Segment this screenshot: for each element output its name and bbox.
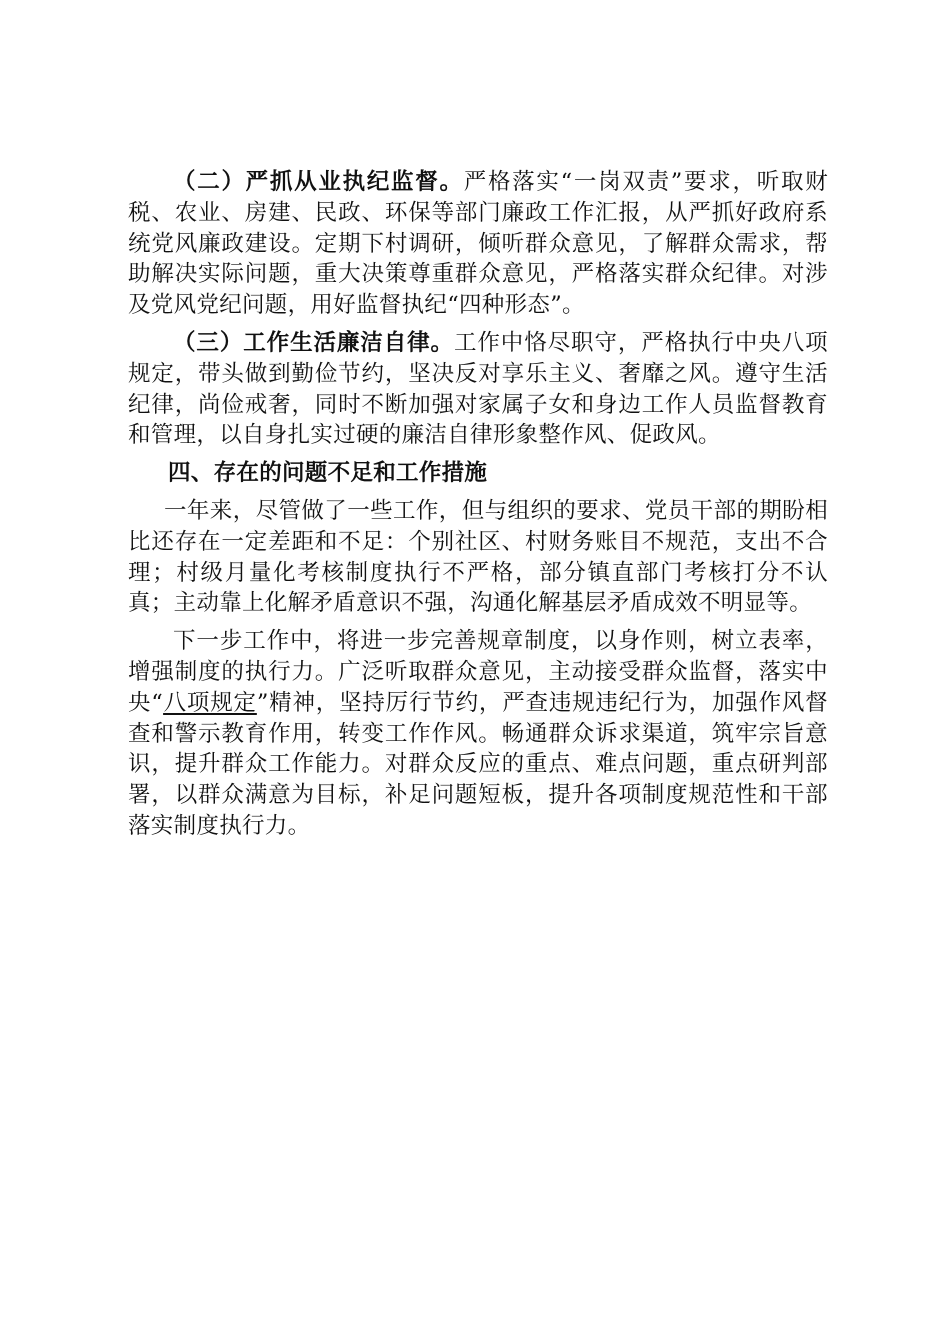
next-steps-text-after: ”精神，坚持厉行节约，严查违规违纪行为，加强作风督查和警示教育作用，转变工作作风。畅通群众诉求渠道，筑牢宗旨意识，提升群众工作能力。对群众反应的重点、难点问题，重点研判部署，以群众满意为目标，补足问题短板，提升各项制度规范性和干部落实制度执行力。: [128, 689, 828, 839]
section-3-body: 工作中恪尽职守，严格执行中央八项规定，带头做到勤俭节约，坚决反对享乐主义、奢靡之风。遵守生活纪律，尚俭戒奢，同时不断加强对家属子女和身边工作人员监督教育和管理，以自身扎实过硬的廉洁自律形象整作风、促政风。: [128, 329, 828, 449]
section-3-paragraph: [128, 328, 828, 451]
section-2-body: 严格落实“一岗双责”要求，听取财税、农业、房建、民政、环保等部门廉政工作汇报，从严抓好政府系统党风廉政建设。定期下村调研，倾听群众意见，了解群众需求，帮助解决实际问题，重大决策尊重群众意见，严格落实群众纪律。对涉及党风党纪问题，用好监督执纪“四种形态”。: [128, 169, 828, 319]
section-2-paragraph: [128, 167, 828, 321]
section-2-lead: （二）严抓从业执纪监督。: [173, 169, 464, 195]
section-4-heading: 四、存在的问题不足和工作措施: [168, 460, 488, 487]
document-page: [128, 167, 828, 849]
problems-paragraph: 一年来，尽管做了一些工作，但与组织的要求、党员干部的期盼相比还存在一定差距和不足：个别社区、村财务账目不规范，支出不合理；村级月量化考核制度执行不严格，部分镇直部门考核打分不认真；主动靠上化解矛盾意识不强，沟通化解基层矛盾成效不明显等。: [128, 497, 828, 617]
next-steps-paragraph: [128, 626, 828, 842]
section-3-lead: （三）工作生活廉洁自律。: [173, 329, 454, 356]
next-steps-underlined-term: 八项规定: [163, 689, 257, 716]
next-steps-text-before: 下一步工作中，将进一步完善规章制度，以身作则，树立表率，增强制度的执行力。广泛听取群众意见，主动接受群众监督，落实中央“: [128, 628, 828, 716]
